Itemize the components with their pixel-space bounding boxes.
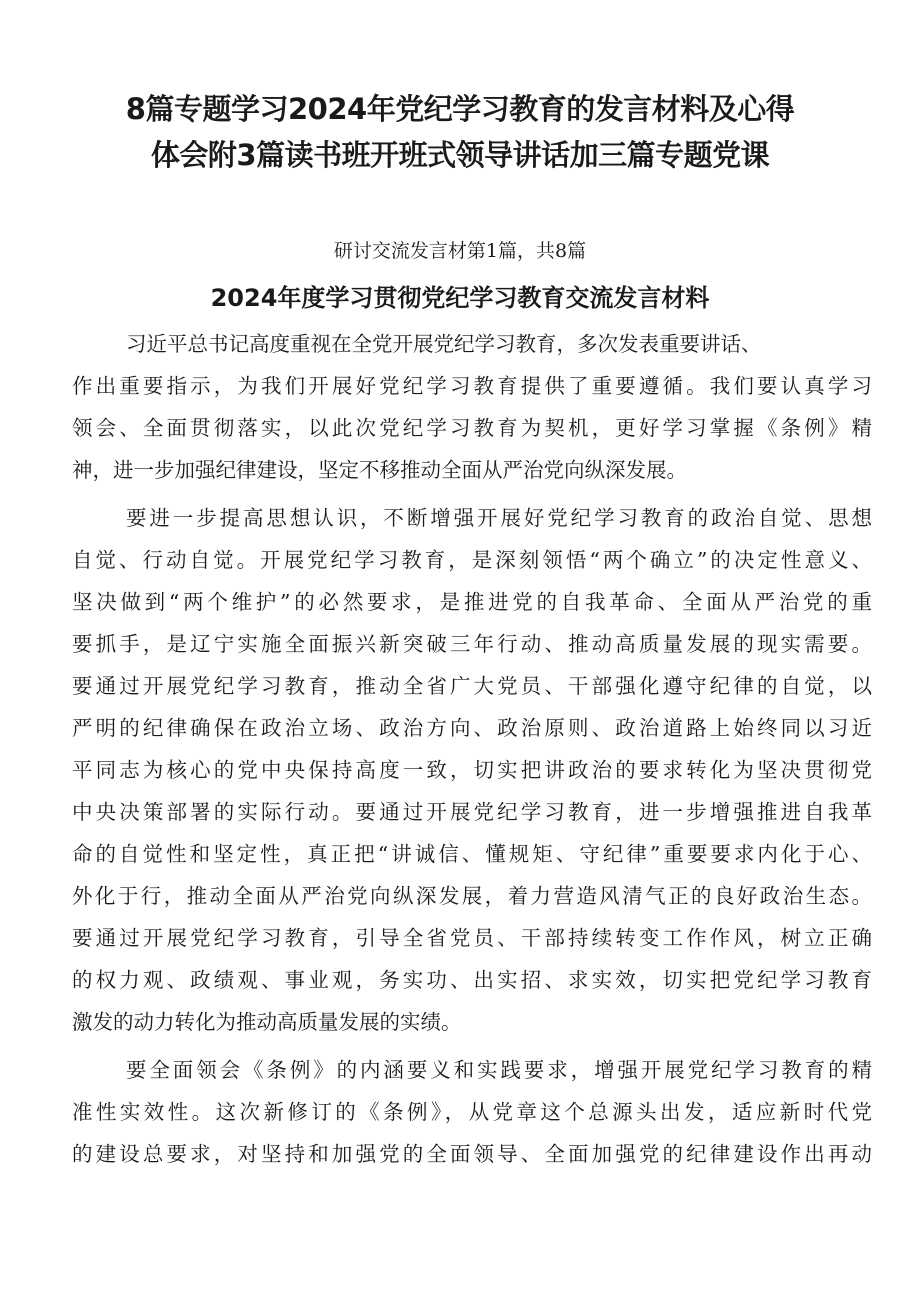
body-line: 自觉、行动自觉。开展党纪学习教育，是深刻领悟“两个确立”的决定性意义、 (72, 548, 872, 572)
body-line: 平同志为核心的党中央保持高度一致，切实把讲政治的要求转化为坚决贯彻党 (72, 758, 872, 782)
body-line: 准性实效性。这次新修订的《条例》，从党章这个总源头出发，适应新时代党 (72, 1100, 872, 1124)
body-line: 严明的纪律确保在政治立场、政治方向、政治原则、政治道路上始终同以习近 (72, 716, 872, 740)
body-line: 的建设总要求，对坚持和加强党的全面领导、全面加强党的纪律建设作出再动 (72, 1142, 872, 1166)
body-line: 外化于行，推动全面从严治党向纵深发展，着力营造风清气正的良好政治生态。 (72, 884, 872, 908)
body-line: 的权力观、政绩观、事业观，务实功、出实招、求实效，切实把党纪学习教育 (72, 968, 872, 992)
body-line: 要抓手，是辽宁实施全面振兴新突破三年行动、推动高质量发展的现实需要。 (72, 632, 872, 656)
body-line: 坚决做到“两个维护”的必然要求，是推进党的自我革命、全面从严治党的重 (72, 590, 872, 614)
body-line: 要进一步提高思想认识，不断增强开展好党纪学习教育的政治自觉、思想 (126, 506, 872, 530)
body-line: 要全面领会《条例》的内涵要义和实践要求，增强开展党纪学习教育的精 (126, 1058, 872, 1082)
body-line: 命的自觉性和坚定性，真正把“讲诚信、懂规矩、守纪律”重要要求内化于心、 (72, 842, 872, 866)
body-line: 要通过开展党纪学习教育，引导全省党员、干部持续转变工作作风，树立正确 (72, 926, 872, 950)
body-line: 习近平总书记高度重视在全党开展党纪学习教育，多次发表重要讲话、 (126, 332, 762, 356)
body-line: 神，进一步加强纪律建设，坚定不移推动全面从严治党向纵深发展。 (72, 458, 687, 482)
body-line: 作出重要指示，为我们开展好党纪学习教育提供了重要遵循。我们要认真学习 (72, 374, 872, 398)
document-title-line-2: 体会附3篇读书班开班式领导讲话加三篇专题党课 (150, 138, 770, 172)
body-line: 要通过开展党纪学习教育，推动全省广大党员、干部强化遵守纪律的自觉，以 (72, 674, 872, 698)
body-line: 领会、全面贯彻落实，以此次党纪学习教育为契机，更好学习掌握《条例》精 (72, 416, 872, 440)
series-label: 研讨交流发言材第1篇，共8篇 (333, 240, 587, 262)
body-line: 中央决策部署的实际行动。要通过开展党纪学习教育，进一步增强推进自我革 (72, 800, 872, 824)
body-line: 激发的动力转化为推动高质量发展的实绩。 (72, 1010, 462, 1034)
document-title-line-1: 8篇专题学习2024年党纪学习教育的发言材料及心得 (125, 92, 795, 126)
article-title: 2024年度学习贯彻党纪学习教育交流发言材料 (210, 284, 710, 312)
